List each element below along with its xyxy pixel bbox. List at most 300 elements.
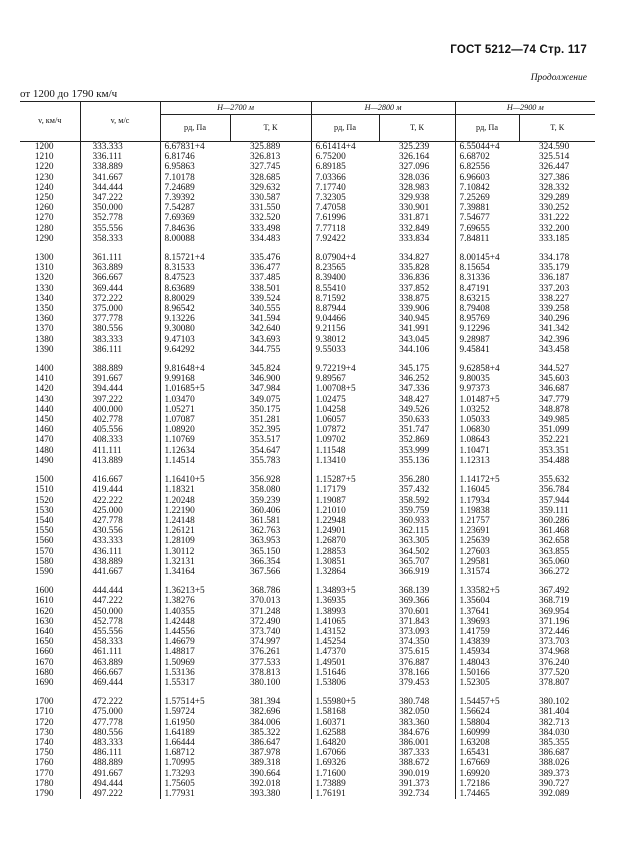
cell-temp-2800: 358.592 [399,495,430,506]
cell-temp-2900: 331.222 [539,213,570,224]
cell-temp-2900: 390.727 [539,778,570,789]
cell-speed-kmh: 1580 [34,556,54,567]
cell-temp-2700: 372.490 [250,616,281,627]
cell-speed-kmh: 1750 [34,748,54,759]
spacer-cell [311,688,379,697]
cell-temp-2800: 327.096 [399,162,430,173]
cell-temp-2900: 353.351 [539,445,570,456]
spacer-cell [455,688,519,697]
table-row [20,697,595,707]
cell-pressure-2700: 1.66444 [160,738,230,748]
spacer-cell [230,577,311,586]
cell-speed-kmh: 1450 [34,415,54,426]
cell-pressure-2900: 8.15654 [455,263,519,273]
cell-speed-kmh: 1330 [34,283,54,294]
cell-pressure-2700: 1.75605 [160,779,230,789]
cell-pressure-2900: 8.00145+4 [455,253,519,263]
cell-pressure-2800: 1.04258 [311,405,379,415]
spacer-cell [379,577,455,586]
cell-temp-2900: 373.703 [539,637,570,648]
spacer-cell [379,688,455,697]
cell-pressure-2900: 7.84811 [455,234,519,244]
cell-temp-2800: 343.045 [399,334,430,345]
cell-pressure-2700: 1.26121 [160,526,230,536]
cell-pressure-2800: 1.67066 [311,748,379,758]
cell-temp-2700: 346.900 [250,374,281,385]
spacer-cell [160,688,230,697]
cell-temp-2800: 359.759 [399,505,430,516]
cell-pressure-2900: 1.48043 [455,658,519,668]
cell-pressure-2900: 8.47191 [455,284,519,294]
cell-pressure-2900: 1.21757 [455,516,519,526]
cell-temp-2700: 360.406 [250,505,281,516]
cell-speed-ms: 475.000 [80,707,160,717]
cell-temp-2900: 388.026 [539,758,570,769]
cell-pressure-2800: 1.32864 [311,567,379,577]
cell-speed-ms: 444.444 [80,586,160,596]
cell-temp-2800: 347.336 [399,384,430,395]
spacer-cell [455,466,519,475]
cell-temp-2900: 382.713 [539,717,570,728]
cell-pressure-2800: 7.32305 [311,193,379,203]
cell-temp-2800: 379.453 [399,677,430,688]
table-row [20,596,595,606]
cell-pressure-2700: 1.05271 [160,405,230,415]
cell-pressure-2800: 6.89185 [311,162,379,172]
table-row [20,506,595,516]
spacer-cell [455,355,519,364]
cell-speed-ms: 369.444 [80,284,160,294]
cell-temp-2700: 344.755 [250,344,281,355]
cell-temp-2800: 375.615 [399,647,430,658]
cell-pressure-2900: 1.17934 [455,496,519,506]
cell-temp-2900: 338.227 [539,293,570,304]
cell-speed-ms: 372.222 [80,294,160,304]
cell-temp-2800: 365.707 [399,556,430,567]
spacer-cell [20,244,80,253]
spacer-cell [20,577,80,586]
cell-pressure-2800: 7.92422 [311,234,379,244]
cell-temp-2800: 352.869 [399,435,430,446]
cell-temp-2700: 362.763 [250,526,281,537]
cell-speed-ms: 333.333 [80,142,160,153]
cell-temp-2700: 386.647 [250,737,281,748]
cell-pressure-2700: 1.68712 [160,748,230,758]
cell-speed-kmh: 1500 [34,475,54,486]
cell-speed-kmh: 1590 [34,566,54,577]
cell-pressure-2800: 1.21010 [311,506,379,516]
cell-pressure-2800: 8.23565 [311,263,379,273]
table-row [20,213,595,223]
cell-pressure-2800: 1.36935 [311,596,379,606]
cell-temp-2800: 346.252 [399,374,430,385]
cell-temp-2800: 384.676 [399,727,430,738]
cell-pressure-2900: 6.82556 [455,162,519,172]
cell-pressure-2700: 9.30080 [160,324,230,334]
cell-speed-kmh: 1470 [34,435,54,446]
cell-temp-2900: 357.944 [539,495,570,506]
cell-speed-ms: 338.889 [80,162,160,172]
cell-pressure-2700: 1.50969 [160,658,230,668]
cell-speed-ms: 488.889 [80,758,160,768]
cell-speed-ms: 494.444 [80,779,160,789]
cell-speed-ms: 383.333 [80,335,160,345]
cell-pressure-2700: 1.14514 [160,456,230,466]
cell-pressure-2700: 8.15721+4 [160,253,230,263]
cell-speed-kmh: 1790 [34,788,54,799]
spacer-cell [379,355,455,364]
cell-speed-ms: 377.778 [80,314,160,324]
cell-temp-2700: 327.745 [250,162,281,173]
col-header-temp-2900: T, К [519,115,595,142]
table-row [20,557,595,567]
cell-temp-2800: 368.139 [399,586,430,597]
cell-pressure-2800: 9.89567 [311,374,379,384]
cell-speed-ms: 411.111 [80,446,160,456]
cell-temp-2700: 325.889 [250,142,281,152]
table-row [20,384,595,394]
cell-temp-2800: 331.871 [399,213,430,224]
cell-speed-ms: 361.111 [80,253,160,263]
cell-speed-ms: 413.889 [80,456,160,466]
spacer-cell [519,466,595,475]
cell-temp-2900: 362.658 [539,536,570,547]
cell-temp-2800: 355.136 [399,455,430,466]
cell-speed-ms: 450.000 [80,607,160,617]
cell-pressure-2700: 1.38276 [160,596,230,606]
group-header-2800: H—2800 м [311,102,455,115]
table-row [20,324,595,334]
cell-pressure-2700: 1.28109 [160,536,230,546]
spacer-cell [80,244,160,253]
spacer-cell [519,244,595,253]
cell-speed-kmh: 1620 [34,606,54,617]
cell-temp-2900: 366.272 [539,566,570,577]
cell-pressure-2900: 9.62858+4 [455,364,519,374]
cell-speed-kmh: 1570 [34,546,54,557]
cell-temp-2900: 363.855 [539,546,570,557]
spacer-cell [80,466,160,475]
cell-speed-kmh: 1310 [34,263,54,274]
cell-temp-2900: 334.178 [539,253,570,264]
cell-temp-2800: 329.938 [399,193,430,204]
cell-temp-2700: 341.594 [250,314,281,325]
cell-speed-kmh: 1340 [34,293,54,304]
cell-speed-ms: 388.889 [80,364,160,374]
cell-speed-ms: 427.778 [80,516,160,526]
spacer-cell [20,466,80,475]
cell-temp-2700: 331.550 [250,203,281,214]
cell-speed-ms: 416.667 [80,475,160,485]
table-row [20,567,595,577]
cell-pressure-2900: 1.06830 [455,425,519,435]
table-row [20,335,595,345]
cell-temp-2700: 377.533 [250,657,281,668]
cell-temp-2800: 391.373 [399,778,430,789]
cell-speed-ms: 391.667 [80,374,160,384]
spacer-cell [455,244,519,253]
cell-pressure-2900: 1.60999 [455,728,519,738]
cell-temp-2700: 356.928 [250,475,281,486]
cell-speed-kmh: 1320 [34,273,54,284]
cell-pressure-2800: 1.62588 [311,728,379,738]
cell-speed-ms: 350.000 [80,203,160,213]
cell-pressure-2800: 1.17179 [311,485,379,495]
spacer-cell [311,244,379,253]
cell-pressure-2900: 9.45841 [455,345,519,355]
cell-temp-2700: 371.248 [250,606,281,617]
cell-speed-kmh: 1680 [34,667,54,678]
cell-speed-ms: 358.333 [80,234,160,244]
cell-speed-ms: 408.333 [80,435,160,445]
cell-temp-2700: 352.395 [250,425,281,436]
table-row [20,193,595,203]
cell-pressure-2900: 1.50166 [455,668,519,678]
cell-speed-kmh: 1730 [34,727,54,738]
cell-pressure-2800: 1.22948 [311,516,379,526]
cell-pressure-2800: 8.39400 [311,273,379,283]
cell-speed-kmh: 1780 [34,778,54,789]
cell-pressure-2700: 7.10178 [160,173,230,183]
cell-pressure-2900: 8.79408 [455,304,519,314]
cell-pressure-2700: 1.73293 [160,769,230,779]
table-row [20,314,595,324]
block-spacer [20,244,595,253]
table-row [20,273,595,283]
spacer-cell [80,688,160,697]
cell-pressure-2900: 9.28987 [455,335,519,345]
cell-speed-ms: 438.889 [80,557,160,567]
table-row [20,758,595,768]
cell-temp-2700: 330.587 [250,193,281,204]
cell-temp-2800: 387.333 [399,748,430,759]
cell-temp-2900: 386.687 [539,748,570,759]
cell-temp-2900: 367.492 [539,586,570,597]
cell-pressure-2900: 1.58804 [455,718,519,728]
cell-pressure-2700: 1.59724 [160,707,230,717]
cell-pressure-2900: 1.23691 [455,526,519,536]
cell-temp-2800: 370.601 [399,606,430,617]
cell-pressure-2800: 1.60371 [311,718,379,728]
cell-pressure-2800: 1.30851 [311,557,379,567]
table-row [20,769,595,779]
cell-speed-ms: 336.111 [80,152,160,162]
cell-pressure-2800: 1.51646 [311,668,379,678]
cell-temp-2900: 345.603 [539,374,570,385]
cell-speed-kmh: 1690 [34,677,54,688]
cell-pressure-2700: 6.81746 [160,152,230,162]
cell-temp-2800: 360.933 [399,515,430,526]
cell-pressure-2900: 1.16045 [455,485,519,495]
cell-temp-2900: 333.185 [539,233,570,244]
cell-temp-2800: 340.945 [399,314,430,325]
cell-pressure-2900: 1.25639 [455,536,519,546]
cell-speed-ms: 375.000 [80,304,160,314]
cell-pressure-2700: 1.55317 [160,678,230,688]
cell-speed-kmh: 1360 [34,314,54,325]
cell-temp-2800: 356.280 [399,475,430,486]
table-row [20,789,595,799]
cell-temp-2700: 350.175 [250,404,281,415]
cell-temp-2700: 368.786 [250,586,281,597]
cell-speed-ms: 405.556 [80,425,160,435]
cell-speed-kmh: 1540 [34,515,54,526]
cell-speed-kmh: 1220 [34,162,54,173]
cell-pressure-2800: 1.45254 [311,637,379,647]
cell-temp-2800: 383.360 [399,717,430,728]
cell-pressure-2900: 1.39693 [455,617,519,627]
cell-pressure-2900: 7.69655 [455,224,519,234]
cell-temp-2700: 340.555 [250,304,281,315]
table-row [20,485,595,495]
cell-pressure-2900: 1.03252 [455,405,519,415]
col-header-pressure-2700: pд, Па [160,115,230,142]
cell-temp-2900: 385.355 [539,737,570,748]
cell-temp-2700: 329.632 [250,182,281,193]
cell-temp-2800: 376.887 [399,657,430,668]
cell-pressure-2900: 1.37641 [455,607,519,617]
cell-pressure-2900: 1.52305 [455,678,519,688]
block-spacer [20,688,595,697]
cell-temp-2800: 363.305 [399,536,430,547]
cell-pressure-2700: 1.22190 [160,506,230,516]
cell-pressure-2800: 1.15287+5 [311,475,379,485]
cell-pressure-2900: 1.45934 [455,647,519,657]
cell-pressure-2800: 8.87944 [311,304,379,314]
cell-pressure-2800: 1.24901 [311,526,379,536]
cell-speed-ms: 341.667 [80,173,160,183]
cell-speed-kmh: 1700 [34,697,54,708]
cell-temp-2900: 361.468 [539,526,570,537]
cell-temp-2900: 339.258 [539,304,570,315]
cell-pressure-2800: 8.07904+4 [311,253,379,263]
cell-speed-ms: 458.333 [80,637,160,647]
cell-pressure-2700: 1.61950 [160,718,230,728]
cell-pressure-2900: 7.25269 [455,193,519,203]
table-body [20,142,595,800]
group-header-2900: H—2900 м [455,102,595,115]
table-row [20,162,595,172]
cell-temp-2900: 352.221 [539,435,570,446]
cell-pressure-2700: 8.80029 [160,294,230,304]
table-row [20,203,595,213]
cell-pressure-2700: 8.31533 [160,263,230,273]
cell-temp-2700: 392.018 [250,778,281,789]
cell-temp-2700: 335.476 [250,253,281,264]
cell-temp-2800: 364.502 [399,546,430,557]
cell-speed-kmh: 1650 [34,637,54,648]
cell-pressure-2900: 6.55044+4 [455,142,519,153]
cell-temp-2800: 369.366 [399,596,430,607]
cell-pressure-2700: 8.47523 [160,273,230,283]
cell-speed-kmh: 1420 [34,384,54,395]
cell-speed-kmh: 1640 [34,626,54,637]
cell-pressure-2800: 7.77118 [311,224,379,234]
table-row [20,224,595,234]
table-row [20,547,595,557]
cell-temp-2800: 336.836 [399,273,430,284]
cell-speed-kmh: 1610 [34,596,54,607]
table-row [20,374,595,384]
table-row [20,658,595,668]
cell-pressure-2700: 1.48817 [160,647,230,657]
cell-speed-kmh: 1390 [34,344,54,355]
cell-speed-ms: 422.222 [80,496,160,506]
table-row [20,748,595,758]
cell-temp-2700: 361.581 [250,515,281,526]
cell-temp-2800: 382.050 [399,707,430,718]
cell-temp-2900: 328.332 [539,182,570,193]
table-row [20,586,595,596]
cell-temp-2700: 343.693 [250,334,281,345]
cell-pressure-2700: 1.03470 [160,395,230,405]
cell-temp-2700: 359.239 [250,495,281,506]
cell-pressure-2800: 9.38012 [311,335,379,345]
cell-temp-2900: 335.179 [539,263,570,274]
cell-pressure-2700: 8.96542 [160,304,230,314]
cell-speed-ms: 397.222 [80,395,160,405]
cell-speed-ms: 497.222 [80,789,160,799]
cell-pressure-2700: 1.10769 [160,435,230,445]
cell-speed-kmh: 1350 [34,304,54,315]
cell-temp-2700: 351.281 [250,415,281,426]
cell-pressure-2900: 1.12313 [455,456,519,466]
table-row [20,526,595,536]
col-header-speed-kmh: v, км/ч [20,102,80,142]
table-row [20,456,595,466]
table-row [20,707,595,717]
cell-pressure-2700: 8.63689 [160,284,230,294]
cell-temp-2700: 384.006 [250,717,281,728]
cell-speed-ms: 483.333 [80,738,160,748]
table-row [20,536,595,546]
cell-temp-2900: 324.590 [539,142,570,152]
cell-temp-2800: 349.526 [399,404,430,415]
cell-pressure-2700: 7.84636 [160,224,230,234]
cell-speed-ms: 455.556 [80,627,160,637]
spacer-cell [160,244,230,253]
cell-pressure-2700: 6.67831+4 [160,142,230,153]
cell-temp-2900: 365.060 [539,556,570,567]
cell-temp-2700: 334.483 [250,233,281,244]
cell-temp-2800: 374.350 [399,637,430,648]
cell-pressure-2700: 9.13226 [160,314,230,324]
table-row [20,446,595,456]
cell-pressure-2900: 1.43839 [455,637,519,647]
cell-speed-ms: 441.667 [80,567,160,577]
cell-pressure-2800: 1.28853 [311,547,379,557]
cell-temp-2800: 332.849 [399,223,430,234]
cell-pressure-2700: 7.69369 [160,213,230,223]
cell-temp-2700: 378.813 [250,667,281,678]
spacer-cell [455,577,519,586]
cell-pressure-2900: 1.72186 [455,779,519,789]
cell-pressure-2700: 1.08920 [160,425,230,435]
table-row [20,627,595,637]
cell-speed-ms: 461.111 [80,647,160,657]
cell-speed-ms: 480.556 [80,728,160,738]
cell-pressure-2900: 1.41759 [455,627,519,637]
cell-temp-2700: 393.380 [250,788,281,799]
cell-pressure-2700: 1.36213+5 [160,586,230,596]
cell-temp-2900: 325.514 [539,152,570,163]
cell-pressure-2900: 1.54457+5 [455,697,519,707]
spacer-cell [160,466,230,475]
cell-speed-ms: 344.444 [80,183,160,193]
cell-temp-2700: 385.322 [250,727,281,738]
cell-speed-kmh: 1660 [34,647,54,658]
table-row [20,263,595,273]
